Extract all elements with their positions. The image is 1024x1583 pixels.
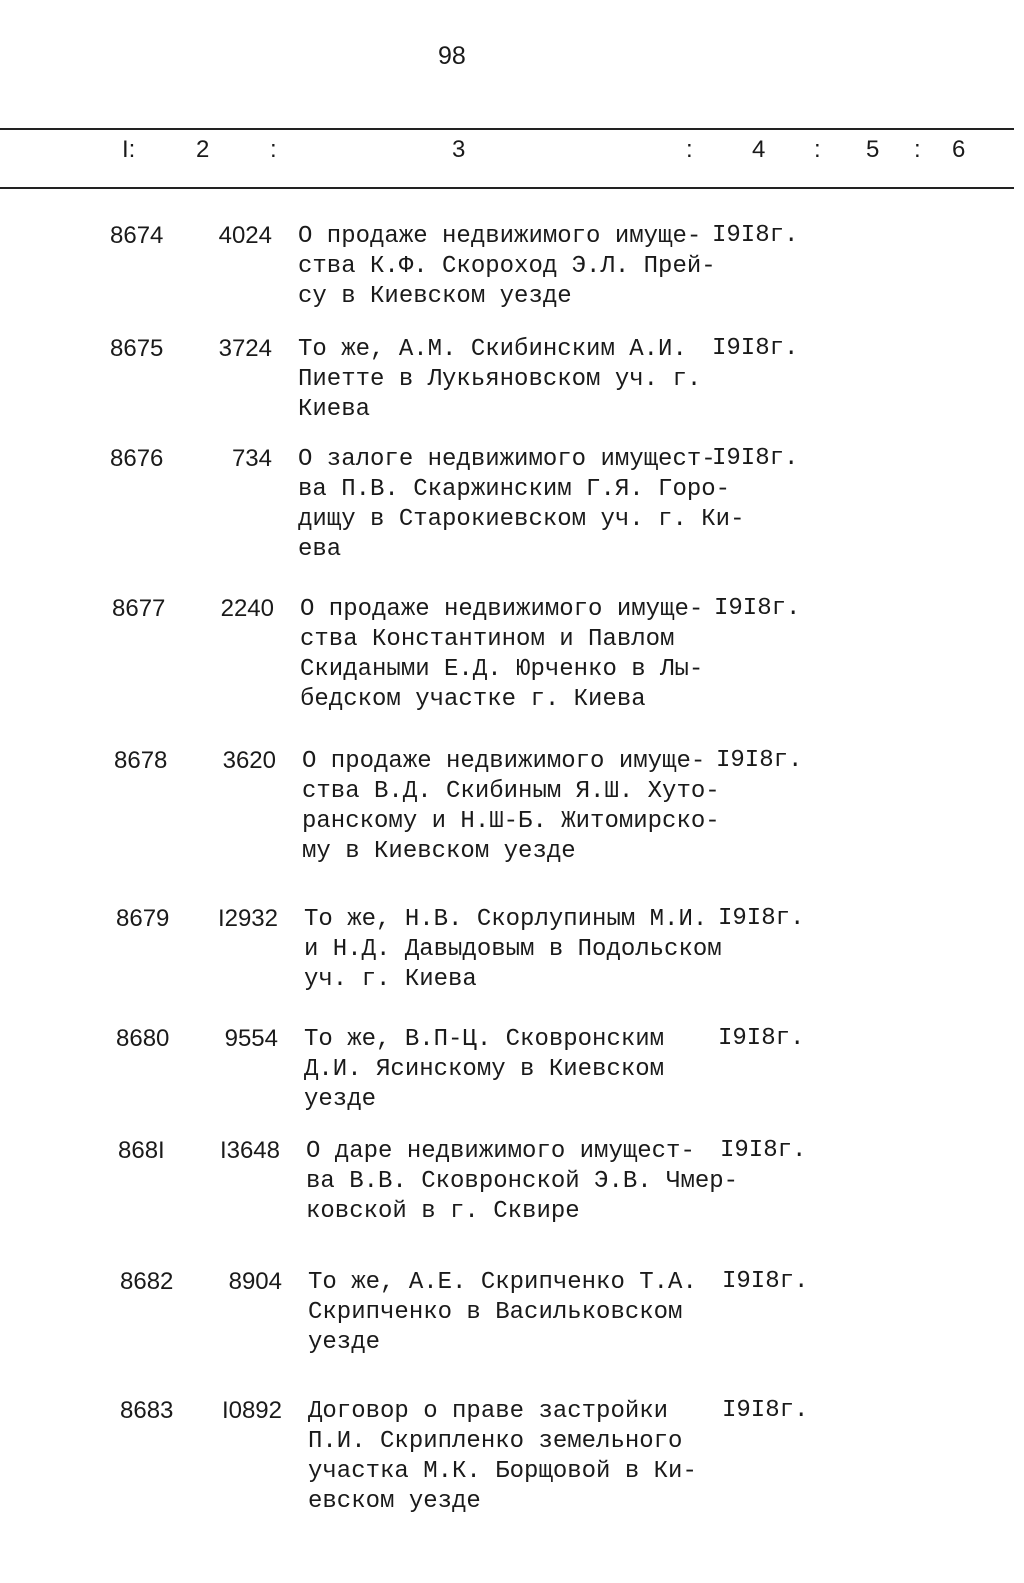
entry-title-line: ва В.В. Сковронской Э.В. Чмер- [306, 1168, 739, 1195]
entry-sheet-count: I2932 [217, 905, 278, 932]
header-col-2: 2 [196, 136, 210, 163]
entry-title-line: су в Киевском уезде [298, 283, 572, 310]
entry-title-line: ковской в г. Сквире [306, 1198, 580, 1225]
entry-title-line: То же, А.Е. Скрипченко Т.А. [308, 1269, 697, 1296]
entry-title [298, 335, 718, 425]
entry-sheet-count: 2240 [220, 595, 274, 622]
entry-title-line: То же, В.П-Ц. Сковронским [304, 1026, 665, 1053]
entry-number: 8683 [120, 1397, 174, 1424]
header-col-3: 3 [452, 136, 466, 163]
entry-title-line: дищу в Старокиевском уч. г. Ки- [298, 506, 745, 533]
entry-title-line: То же, Н.В. Скорлупиным М.И. [304, 906, 708, 933]
entry-title-line: участка М.К. Борщовой в Ки- [308, 1458, 697, 1485]
entry-number: 8678 [114, 747, 168, 774]
header-bottom-rule [0, 187, 1014, 189]
entry-sheet-count: 9554 [224, 1025, 278, 1052]
entry-date: I9I8г. [722, 1397, 809, 1424]
entry-title-line: О даре недвижимого имущест- [306, 1138, 695, 1165]
entry-number: 8679 [116, 905, 170, 932]
entry-title [298, 222, 718, 312]
header-sep: : [686, 136, 693, 163]
header-col-6: 6 [952, 136, 966, 163]
entry-title-line: Пиетте в Лукьяновском уч. г. [298, 366, 702, 393]
entry-date: I9I8г. [712, 222, 799, 249]
entry-title-line: П.И. Скрипленко земельного [308, 1428, 683, 1455]
entry-date: I9I8г. [720, 1137, 807, 1164]
entry-title [298, 445, 745, 565]
entry-title-line: ства К.Ф. Скороход Э.Л. Прей- [298, 253, 716, 280]
entry-number: 8674 [110, 222, 164, 249]
entry-title-line: ва П.В. Скаржинским Г.Я. Горо- [298, 476, 731, 503]
entry-title-line: ства В.Д. Скибиным Я.Ш. Хуто- [302, 778, 720, 805]
header-col-5: 5 [866, 136, 880, 163]
entry-number: 8676 [110, 445, 164, 472]
entry-sheet-count: 4024 [218, 222, 272, 249]
entry-title-line: ева [298, 536, 342, 563]
entry-date: I9I8г. [722, 1268, 809, 1295]
entry-title [306, 1137, 739, 1227]
entry-sheet-count: I0892 [221, 1397, 282, 1424]
entry-title-line: уезде [304, 1086, 377, 1113]
entry-title-line: му в Киевском уезде [302, 838, 576, 865]
page-number: 98 [438, 42, 466, 70]
entry-title-line: О залоге недвижимого имущест- [298, 446, 716, 473]
entry-date: I9I8г. [718, 1025, 805, 1052]
header-sep: : [814, 136, 821, 163]
header-top-rule [0, 128, 1014, 130]
header-col-1: I: [122, 136, 136, 163]
entry-title [304, 1025, 724, 1115]
entry-number: 8675 [110, 335, 164, 362]
entry-title-line: О продаже недвижимого имуще- [298, 223, 702, 250]
entry-title-line: О продаже недвижимого имуще- [300, 596, 704, 623]
entry-title-line: ства Константином и Павлом [300, 626, 675, 653]
entry-date: I9I8г. [714, 595, 801, 622]
entry-title-line: Скидаными Е.Д. Юрченко в Лы- [300, 656, 704, 683]
entry-title-line: ранскому и Н.Ш-Б. Житомирско- [302, 808, 720, 835]
header-col-4: 4 [752, 136, 766, 163]
entry-title-line: Д.И. Ясинскому в Киевском [304, 1056, 665, 1083]
entry-title [308, 1397, 728, 1517]
entry-title-line: То же, А.М. Скибинским А.И. [298, 336, 687, 363]
entry-sheet-count: I3648 [219, 1137, 280, 1164]
entry-title-line: евском уезде [308, 1488, 481, 1515]
entry-number: 8680 [116, 1025, 170, 1052]
entry-number: 8677 [112, 595, 166, 622]
entry-number: 8682 [120, 1268, 174, 1295]
entry-title [308, 1268, 728, 1358]
entry-title-line: Скрипченко в Васильковском [308, 1299, 683, 1326]
entry-sheet-count: 734 [231, 445, 272, 472]
entry-date: I9I8г. [712, 445, 799, 472]
entry-title-line: Киева [298, 396, 371, 423]
entry-date: I9I8г. [716, 747, 803, 774]
entry-title-line: О продаже недвижимого имуще- [302, 748, 706, 775]
entry-title [302, 747, 722, 867]
header-sep: : [914, 136, 921, 163]
entry-sheet-count: 3620 [222, 747, 276, 774]
entry-title [304, 905, 724, 995]
header-sep: : [270, 136, 277, 163]
entry-title-line: бедском участке г. Киева [300, 686, 646, 713]
entry-sheet-count: 8904 [228, 1268, 282, 1295]
entry-date: I9I8г. [712, 335, 799, 362]
entry-title-line: уезде [308, 1329, 381, 1356]
entry-date: I9I8г. [718, 905, 805, 932]
entry-sheet-count: 3724 [218, 335, 272, 362]
entry-title-line: и Н.Д. Давыдовым в Подольском [304, 936, 722, 963]
entry-number: 868I [118, 1137, 165, 1164]
entry-title-line: уч. г. Киева [304, 966, 477, 993]
entry-title-line: Договор о праве застройки [308, 1398, 669, 1425]
entry-title [300, 595, 720, 715]
